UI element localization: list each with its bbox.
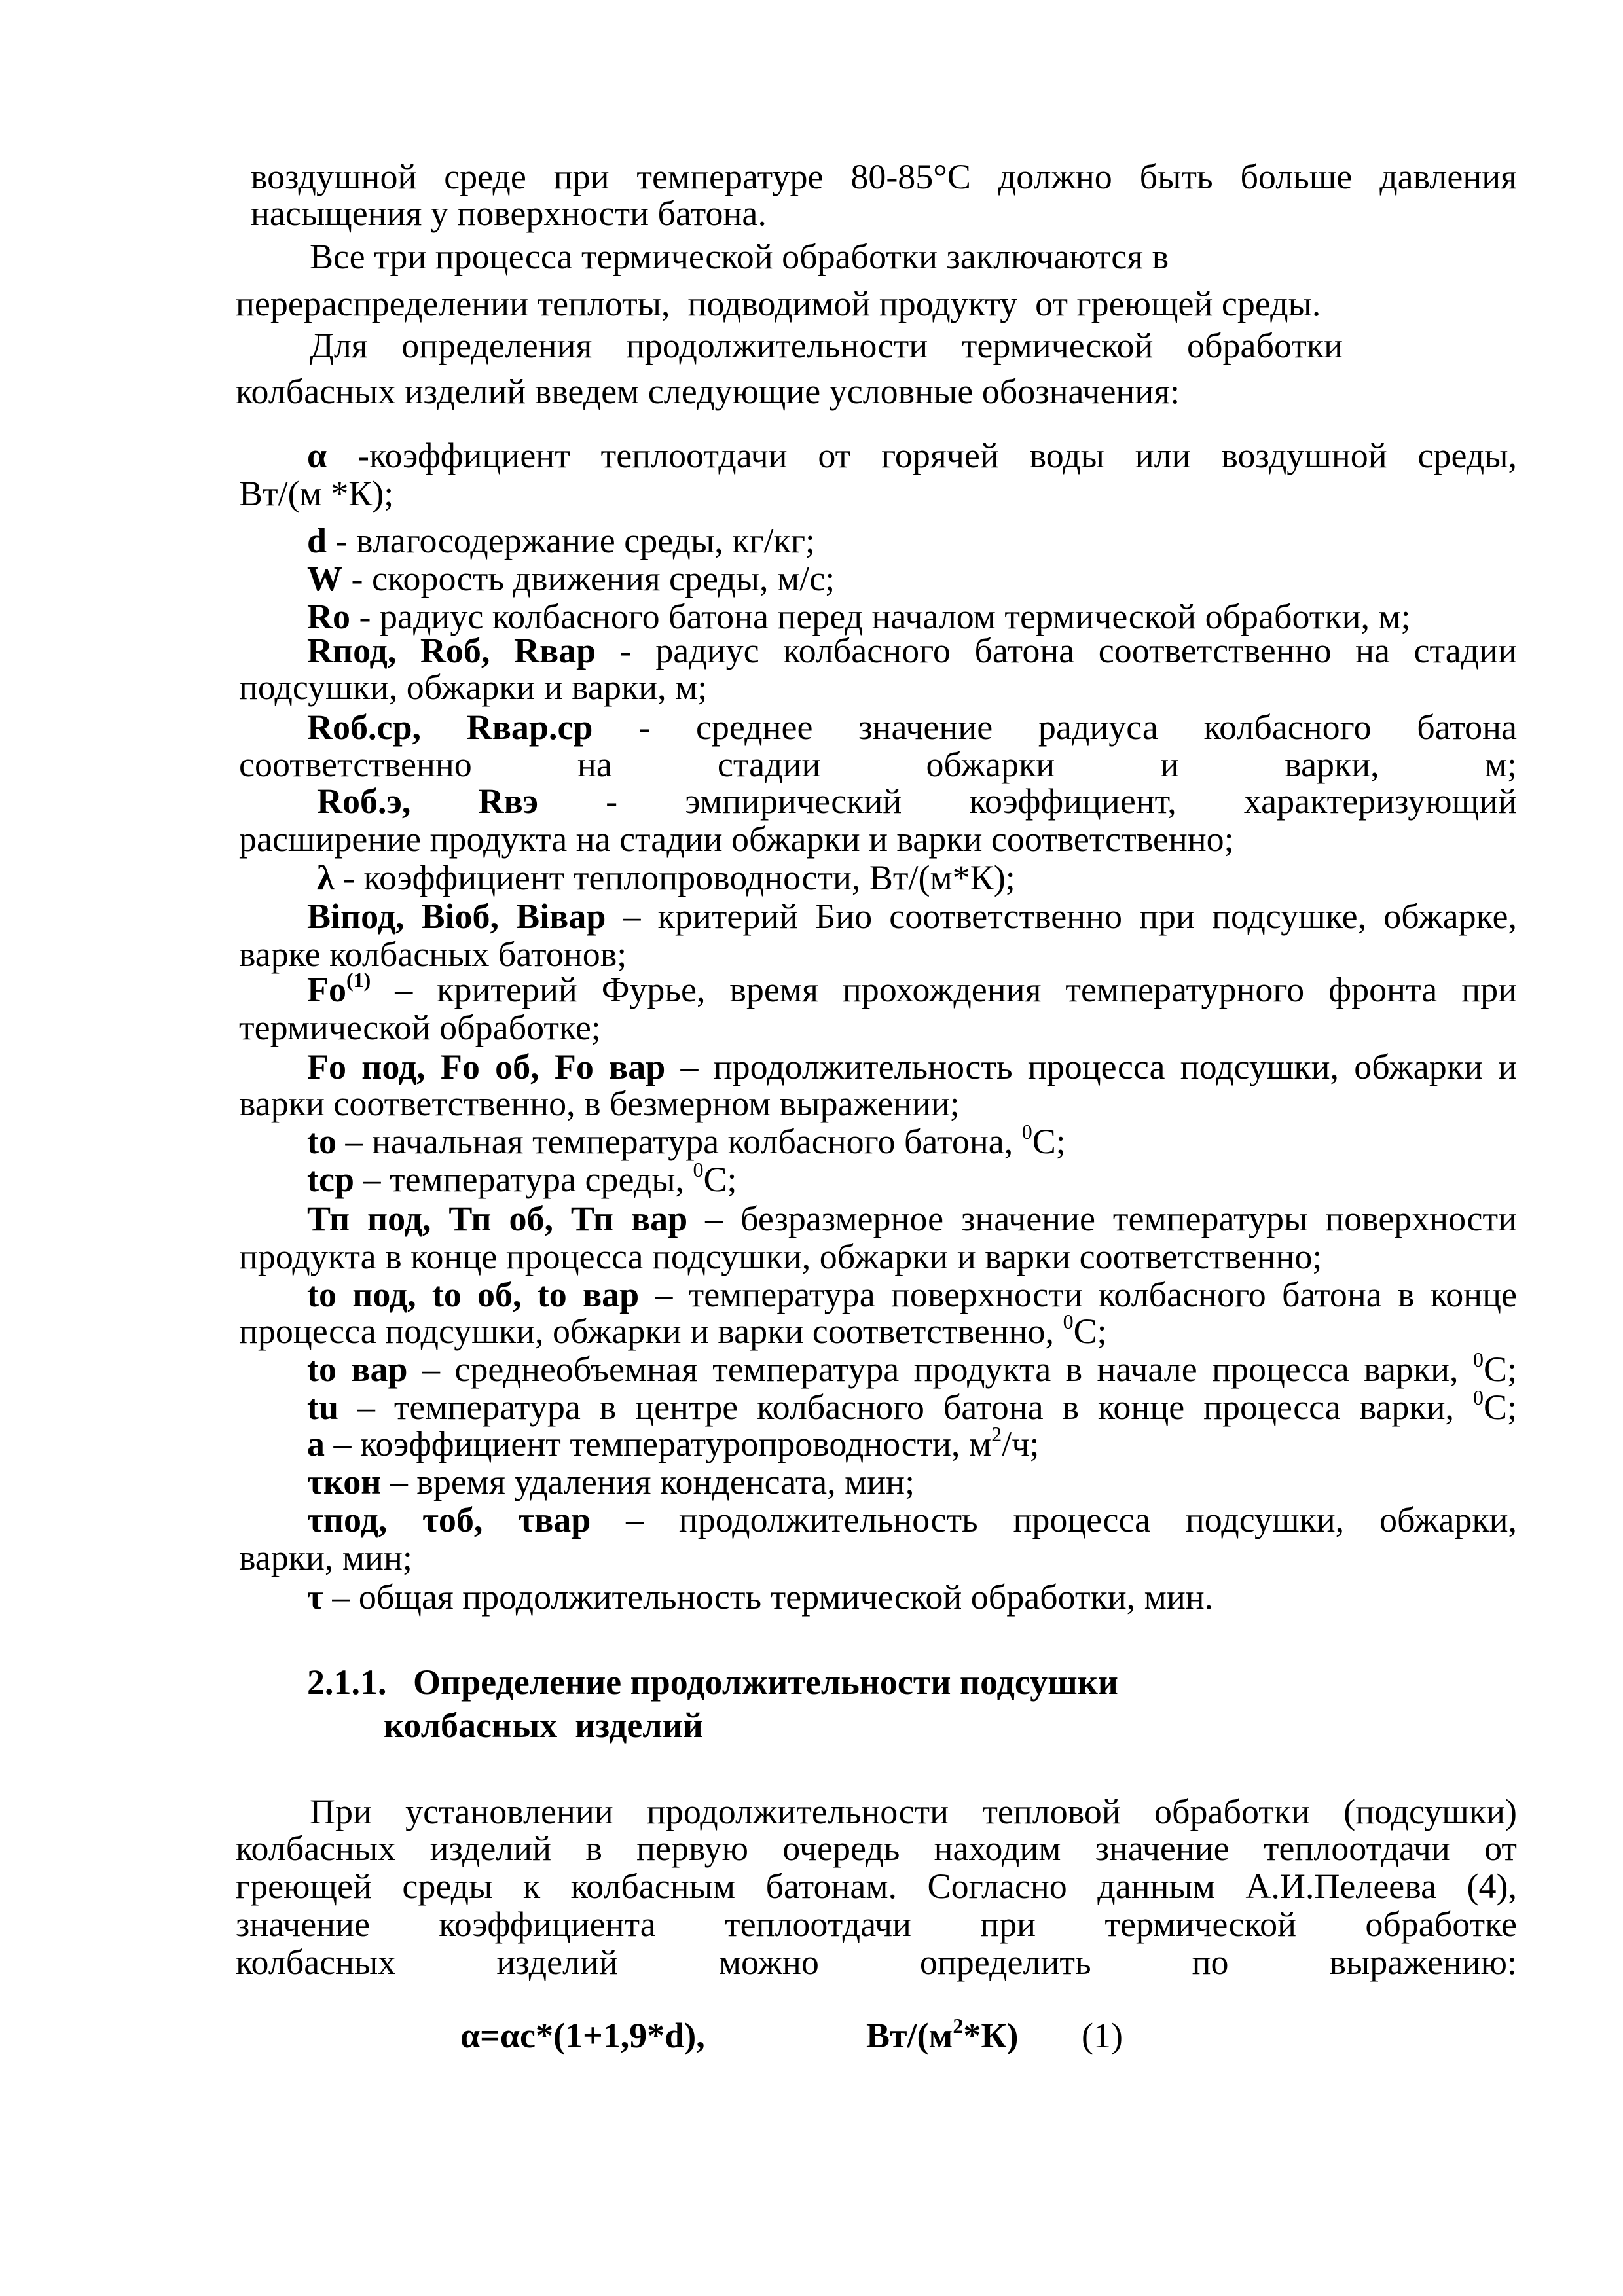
text-line	[384, 1706, 703, 1745]
term-symbol: to под, to об, to вар	[307, 1275, 640, 1314]
text-segment: термической обработке;	[239, 1008, 601, 1047]
text-segment: - скорость движения среды, м/с;	[342, 559, 835, 598]
text-line	[1082, 2016, 1123, 2055]
text-segment: С;	[703, 1160, 737, 1199]
text-line	[307, 1350, 1517, 1389]
superscript: 2	[991, 1422, 1002, 1446]
text-line	[239, 474, 393, 513]
text-segment: – среднеобъемная температура продукта в начале процесса варки,	[407, 1350, 1473, 1389]
term-symbol: τпод, τоб, τвар	[307, 1500, 591, 1539]
term-symbol: Вт/(м	[866, 2016, 953, 2055]
term-symbol: α	[307, 436, 327, 475]
text-segment: колбасных изделий можно определить по выражению:	[236, 1943, 1517, 1982]
text-segment: - эмпирический коэффициент, характеризующий	[538, 781, 1517, 821]
text-segment: продукта в конце процесса подсушки, обжарки и варки соответственно;	[239, 1237, 1322, 1276]
text-segment: – время удаления конденсата, мин;	[381, 1462, 915, 1501]
text-line	[307, 1577, 1213, 1617]
superscript: 0	[693, 1158, 704, 1181]
text-segment: варки соответственно, в безмерном выражении;	[239, 1084, 960, 1123]
text-line	[236, 1905, 1517, 1944]
text-line	[307, 1275, 1517, 1314]
text-line	[317, 781, 1517, 821]
term-symbol: α=αс*(1+1,9*d),	[460, 2016, 705, 2055]
text-segment: Вт/(м *К);	[239, 474, 394, 513]
text-line	[307, 1500, 1517, 1539]
text-line	[239, 819, 1234, 859]
term-symbol: Rпод, Rоб, Rвар	[307, 631, 596, 670]
term-symbol: τкон	[307, 1462, 382, 1501]
text-line	[307, 521, 815, 560]
text-line	[236, 1943, 1517, 1982]
text-segment: варки, мин;	[239, 1538, 412, 1577]
text-segment: С;	[1483, 1350, 1517, 1389]
text-line	[236, 372, 1180, 411]
text-line	[236, 1867, 1517, 1906]
text-line	[239, 1084, 960, 1123]
text-segment: соответственно на стадии обжарки и варки, м;	[239, 745, 1517, 784]
term-symbol: to	[307, 1122, 337, 1161]
text-line	[460, 2016, 705, 2055]
text-line	[307, 1388, 1517, 1427]
text-segment: Для определения продолжительности термической обработки	[310, 326, 1343, 365]
text-segment: расширение продукта на стадии обжарки и варки соответственно;	[239, 819, 1234, 859]
text-line	[236, 1829, 1517, 1868]
text-line	[251, 194, 767, 233]
text-line	[310, 326, 1343, 365]
term-symbol: d	[307, 521, 327, 560]
text-segment: (1)	[1082, 2016, 1123, 2055]
text-segment: – критерий Био соответственно при подсушке, обжарке,	[606, 897, 1517, 936]
text-segment: – продолжительность процесса подсушки, обжарки,	[591, 1500, 1517, 1539]
text-segment: значение коэффициента теплоотдачи при термической обработке	[236, 1905, 1517, 1944]
term-symbol: колбасных изделий	[384, 1706, 703, 1745]
text-line	[307, 1047, 1517, 1086]
term-symbol: to вар	[307, 1350, 408, 1389]
superscript: (1)	[346, 968, 371, 992]
text-line	[239, 1312, 1107, 1351]
term-symbol: *К)	[963, 2016, 1019, 2055]
superscript: 0	[1021, 1120, 1032, 1143]
text-line	[317, 858, 1015, 897]
text-segment: – общая продолжительность термической обработки, мин.	[323, 1577, 1214, 1617]
text-line	[307, 597, 1411, 636]
text-line	[307, 1424, 1039, 1463]
text-segment: варке колбасных батонов;	[239, 935, 627, 974]
text-line	[307, 1662, 1118, 1702]
term-symbol: W	[307, 559, 342, 598]
text-segment: – температура в центре колбасного батона в конце процесса варки,	[338, 1388, 1473, 1427]
text-line	[239, 745, 1517, 784]
text-segment: процесса подсушки, обжарки и варки соответственно,	[239, 1312, 1063, 1351]
term-symbol: tср	[307, 1160, 354, 1199]
term-symbol: Ro	[307, 597, 350, 636]
term-symbol: a	[307, 1424, 325, 1463]
text-segment: -коэффициент теплоотдачи от горячей воды или воздушной среды,	[327, 436, 1517, 475]
text-segment: – температура поверхности колбасного батона в конце	[639, 1275, 1517, 1314]
text-line	[866, 2016, 1018, 2055]
text-segment: греющей среды к колбасным батонам. Согласно данным А.И.Пелеева (4),	[236, 1867, 1517, 1906]
text-segment: Все три процесса термической обработки заключаются в	[310, 237, 1169, 276]
text-segment: колбасных изделий введем следующие условные обозначения:	[236, 372, 1180, 411]
text-segment: - влагосодержание среды, кг/кг;	[327, 521, 816, 560]
text-line	[239, 1008, 601, 1047]
text-segment: С;	[1073, 1312, 1107, 1351]
text-line	[239, 668, 707, 707]
superscript: 0	[1063, 1310, 1074, 1333]
text-line	[251, 157, 1517, 196]
text-line	[307, 1462, 915, 1501]
text-line	[307, 970, 1517, 1009]
term-symbol: tu	[307, 1388, 339, 1427]
text-line	[307, 631, 1517, 670]
text-segment: – коэффициент температуропроводности, м	[325, 1424, 992, 1463]
text-segment: – температура среды,	[354, 1160, 693, 1199]
superscript: 0	[1472, 1348, 1484, 1371]
term-symbol: 2.1.1. Определение продолжительности подсушки	[307, 1662, 1118, 1702]
text-line	[307, 708, 1517, 747]
text-line	[310, 237, 1169, 276]
superscript: 2	[953, 2014, 964, 2037]
term-symbol: Rоб.э, Rвэ	[317, 781, 538, 821]
text-line	[307, 1122, 1066, 1161]
text-line	[307, 436, 1517, 475]
text-segment: - среднее значение радиуса колбасного батона	[593, 708, 1517, 747]
text-segment: колбасных изделий в первую очередь находим значение теплоотдачи от	[236, 1829, 1517, 1868]
text-segment: воздушной среде при температуре 80-85°С должно быть больше давления	[251, 157, 1517, 196]
term-symbol: τ	[307, 1577, 323, 1617]
text-segment: - радиус колбасного батона перед началом термической обработки, м;	[350, 597, 1411, 636]
text-segment: - коэффициент теплопроводности, Вт/(м*К);	[334, 858, 1015, 897]
text-line	[307, 897, 1517, 936]
text-line	[307, 1160, 737, 1199]
text-segment: насыщения у поверхности батона.	[251, 194, 767, 233]
text-line	[307, 559, 835, 598]
superscript: 0	[1472, 1386, 1484, 1409]
text-segment: перераспределении теплоты, подводимой продукту от греющей среды.	[236, 284, 1321, 323]
text-segment: – безразмерное значение температуры поверхности	[687, 1199, 1517, 1238]
text-segment: /ч;	[1002, 1424, 1040, 1463]
term-symbol: λ	[317, 858, 335, 897]
term-symbol: Тп под, Тп об, Тп вар	[307, 1199, 688, 1238]
text-segment: – критерий Фурье, время прохождения температурного фронта при	[371, 970, 1517, 1009]
text-line	[239, 935, 627, 974]
text-line	[239, 1237, 1322, 1276]
term-symbol: Fo под, Fo об, Fo вар	[307, 1047, 666, 1086]
text-line	[307, 1199, 1517, 1238]
text-segment: При установлении продолжительности тепловой обработки (подсушки)	[310, 1792, 1517, 1831]
term-symbol: Biпод, Biоб, Biвар	[307, 897, 606, 936]
text-segment: - радиус колбасного батона соответственно на стадии	[596, 631, 1517, 670]
text-line	[239, 1538, 412, 1577]
text-segment: С;	[1032, 1122, 1066, 1161]
text-segment: – продолжительность процесса подсушки, обжарки и	[665, 1047, 1517, 1086]
text-segment: – начальная температура колбасного батона,	[336, 1122, 1022, 1161]
text-line	[236, 284, 1321, 323]
term-symbol: Rоб.ср, Rвар.ср	[307, 708, 593, 747]
text-segment: С;	[1483, 1388, 1517, 1427]
text-segment: подсушки, обжарки и варки, м;	[239, 668, 708, 707]
term-symbol: Fo	[307, 970, 346, 1009]
text-line	[310, 1792, 1517, 1831]
